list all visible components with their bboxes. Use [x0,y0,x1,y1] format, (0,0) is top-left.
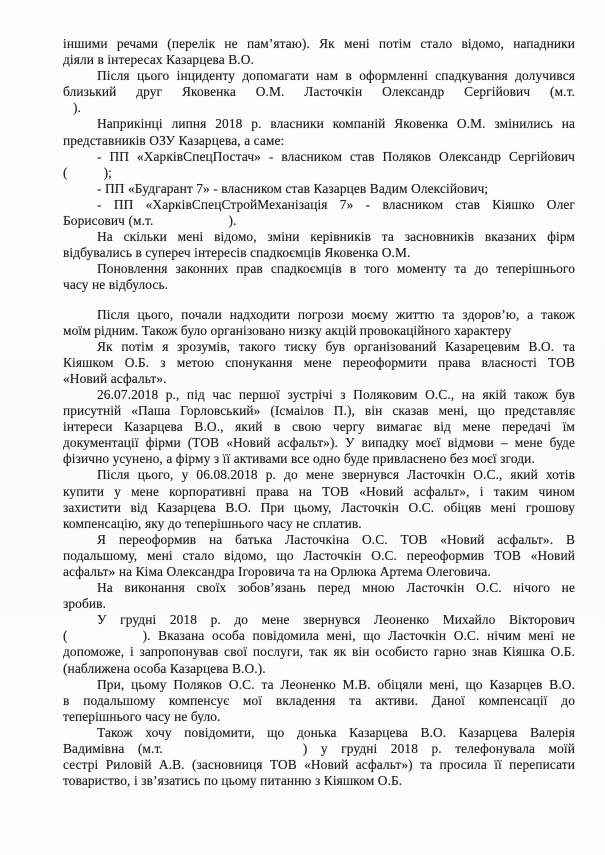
text-line: На скільки мені відомо, зміни керівників та засновників вказаних фірм [97,229,575,245]
text-line: Я переоформив на батька Ласточкіна О.С. ТОВ «Новий асфальт». В [97,531,575,547]
text-line: Також хочу повідомити, що донька Казарцева В.О. Казарцева Валерія [97,724,575,740]
text-line: (наближена особа Казарцева В.О.). [63,660,266,676]
text-line: захистити від Казарцева В.О. При цьому, Ласточкін О.С. обіцяв мені грошову [63,499,575,515]
text-line: теперішнього часу не було. [63,708,221,724]
text-line: діяли в інтересах Казарцева В.О. [63,52,254,68]
text-line: Після цього, у 06.08.2018 р. до мене звернувся Ласточкін О.С., який хотів [97,467,575,483]
text-line: допоможе, і запропонував свої послуги, так як він особисто гарно знав Кіяшка О.Б. [63,644,575,660]
text-line: «Новий асфальт». [63,370,167,386]
text-line: Вадимівна (м.т. ) у грудні 2018 р. телефонувала моїй [63,741,575,757]
text-line: в подальшому компенсує мої вкладення та активи. Даної компенсації до [63,692,575,708]
text-line: Після цього, почали надходити погрози моєму життю та здоров’ю, а також [97,306,575,322]
text-line: присутній «Паша Горловський» (Ісмаілов П.), він сказав мені, що представляє [63,403,575,419]
document-body [63,36,575,789]
text-line: часу не відбулось. [63,277,169,293]
text-line: При, цьому Поляков О.С. та Леоненко М.В. обіцяли мені, що Казарцев В.О. [97,676,575,692]
text-line: Борисович (м.т. ). [63,213,237,229]
text-line: близький друг Яковенка О.М. Ласточкін Олександр Сергійович (м.т. [63,84,575,100]
text-line: На виконання своїх зобов’язань перед мною Ласточкін О.С. нічого не [97,580,575,596]
redaction-gap [68,176,104,177]
text-line: Після цього інциденту допомагати нам в оформленні спадкування долучився [97,68,575,84]
text-line: компенсацію, яку до теперішнього часу не сплатив. [63,515,362,531]
text-line: - ПП «ХарківСпецПостач» - власником став Поляков Олександр Сергійович [97,148,575,164]
text-line: У грудні 2018 р. до мене звернувся Леоненко Михайло Вікторович [97,612,575,628]
text-line: фізично усунено, а фірму з її активами все одно буде привласнено без моєї згоди. [63,451,535,467]
text-line: документації фірми (ТОВ «Новий асфальт»). У випадку моєї відмови – мене буде [63,435,575,451]
text-line: товариство, і зв’язатись по цьому питанню з Кіяшком О.Б. [63,773,403,789]
text-line: сестрі Риловій А.В. (засновниця ТОВ «Новий асфальт») та просила її переписати [63,757,575,773]
text-line: Як потім я зрозумів, такого тиску був організований Казарецевим В.О. та [97,338,575,354]
text-line: моїм рідним. Також було організовано низку акцій провокаційного характеру [63,322,512,338]
text-line: подальшому, мені стало відомо, що Ласточкін О.С. переоформив ТОВ «Новий [63,547,575,563]
text-line: - ПП «Будгарант 7» - власником став Казарцев Вадим Олексійович; [97,180,489,196]
text-line: ( ); [63,164,112,180]
text-line: зробив. [63,596,107,612]
text-line: Поновлення законних прав спадкоємців в того моменту та до теперішнього [97,261,575,277]
text-line: ). [73,100,82,116]
redaction-gap [153,224,228,225]
text-line: іншими речами (перелік не пам’ятаю). Як мені потім стало відомо, нападники [63,36,575,51]
text-line: інтереси Казарцева В.О., який в свою чергу вимагає від мене передачі їм [63,419,575,435]
text-line: Наприкінці липня 2018 р. власники компаній Яковенка О.М. змінились на [97,116,575,132]
text-line: відбувались в супереч інтересів спадкоємців Яковенка О.М. [63,245,411,261]
redaction-gap [163,752,303,753]
text-line: Кіяшком О.Б. з метою спонукання мене переоформити права власності ТОВ [63,354,575,370]
text-line: представників ОЗУ Казарцева, а саме: [63,132,285,148]
text-line: купити у мене корпоративні права на ТОВ «Новий асфальт», і таким чином [63,483,575,499]
redaction-gap [68,639,143,640]
text-line: ( ). Вказана особа повідомила мені, що Ласточкін О.С. нічим мені не [63,628,575,644]
text-line: асфальт» на Кіма Олександра Ігоровича та на Орлюка Артема Олеговича. [63,564,491,579]
text-line: - ПП «ХарківСпецСтройМеханізація 7» - власником став Кіяшко Олег [97,196,575,212]
text-line: 26.07.2018 р., під час першої зустрічі з Поляковим О.С., на якій також був [97,386,575,402]
